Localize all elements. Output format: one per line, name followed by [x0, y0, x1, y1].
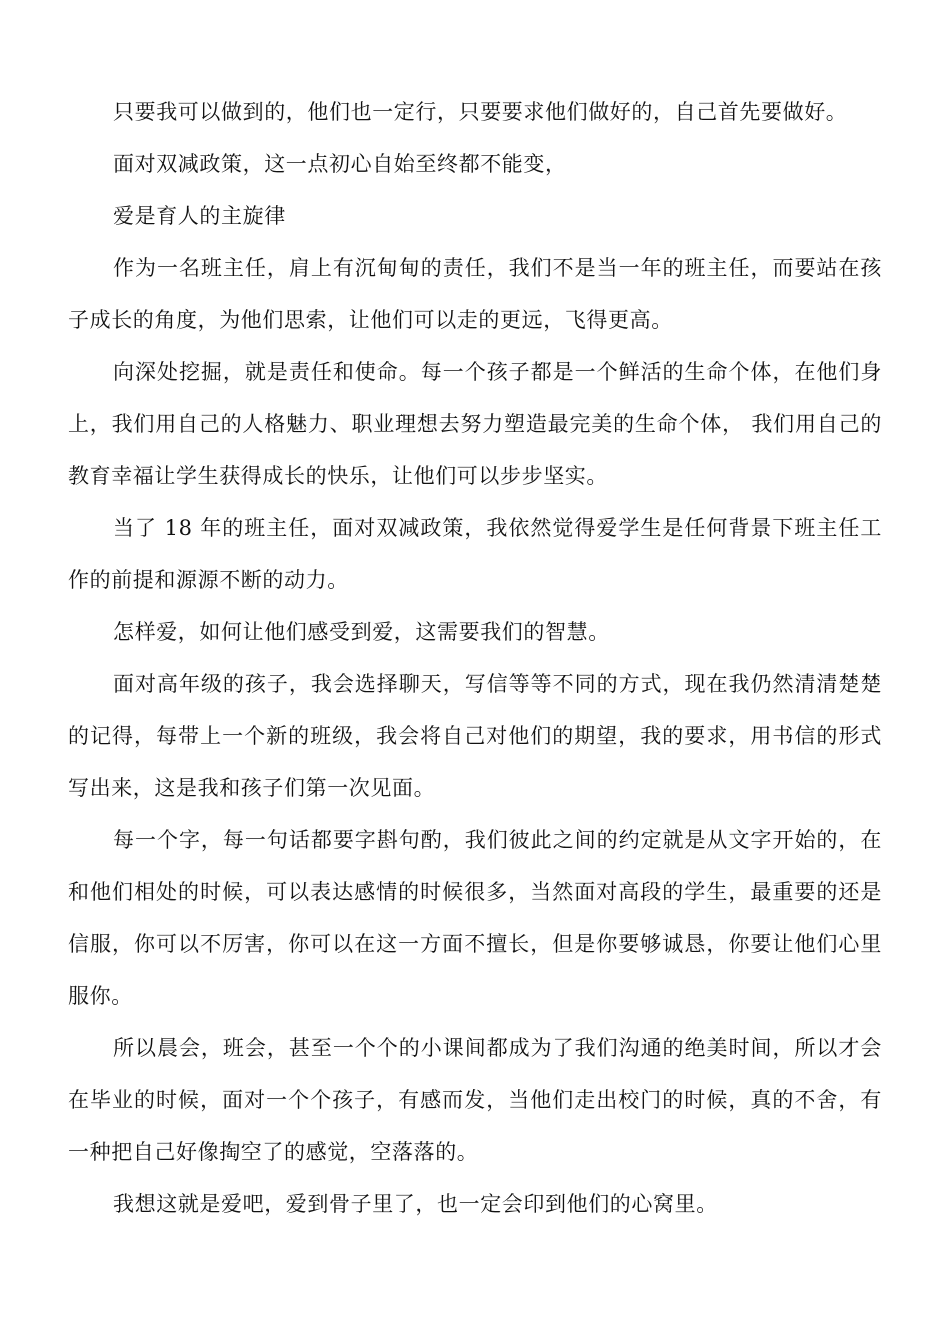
paragraph: 怎样爱，如何让他们感受到爱，这需要我们的智慧。	[113, 620, 610, 644]
paragraph: 每一个字，每一句话都要字斟句酌，我们彼此之间的约定就是从文字开始的，在和他们相处的时候，可以表达感情的时候很多，当然面对高段的学生，最重要的还是信服，你可以不厉害，你可以在这一方面不擅长，但是你要够诚恳，你要让他们心里服你。	[68, 828, 882, 1008]
paragraph: 作为一名班主任，肩上有沉甸甸的责任，我们不是当一年的班主任，而要站在孩子成长的角度，为他们思索，让他们可以走的更远，飞得更高。	[68, 256, 882, 332]
paragraph: 向深处挖掘，就是责任和使命。每一个孩子都是一个鲜活的生命个体，在他们身上，我们用自己的人格魅力、职业理想去努力塑造最完美的生命个体， 我们用自己的教育幸福让学生获得成长的快乐，让他们可以步步坚实。	[68, 360, 882, 488]
paragraph: 面对高年级的孩子，我会选择聊天，写信等等不同的方式，现在我仍然清清楚楚的记得，每带上一个新的班级，我会将自己对他们的期望，我的要求，用书信的形式写出来，这是我和孩子们第一次见面。	[68, 672, 882, 800]
paragraph: 面对双减政策，这一点初心自始至终都不能变，	[113, 152, 567, 176]
paragraph: 所以晨会，班会，甚至一个个的小课间都成为了我们沟通的绝美时间，所以才会在毕业的时候，面对一个个孩子，有感而发，当他们走出校门的时候，真的不舍，有一种把自己好像掏空了的感觉，空落落的。	[68, 1036, 882, 1164]
paragraph: 只要我可以做到的，他们也一定行，只要要求他们做好的，自己首先要做好。	[113, 100, 848, 124]
paragraph: 当了 18 年的班主任，面对双减政策，我依然觉得爱学生是任何背景下班主任工作的前提和源源不断的动力。	[68, 516, 882, 592]
section-heading: 爱是育人的主旋律	[113, 204, 286, 228]
document-body	[68, 86, 882, 1230]
paragraph: 我想这就是爱吧，爱到骨子里了，也一定会印到他们的心窝里。	[113, 1192, 718, 1216]
